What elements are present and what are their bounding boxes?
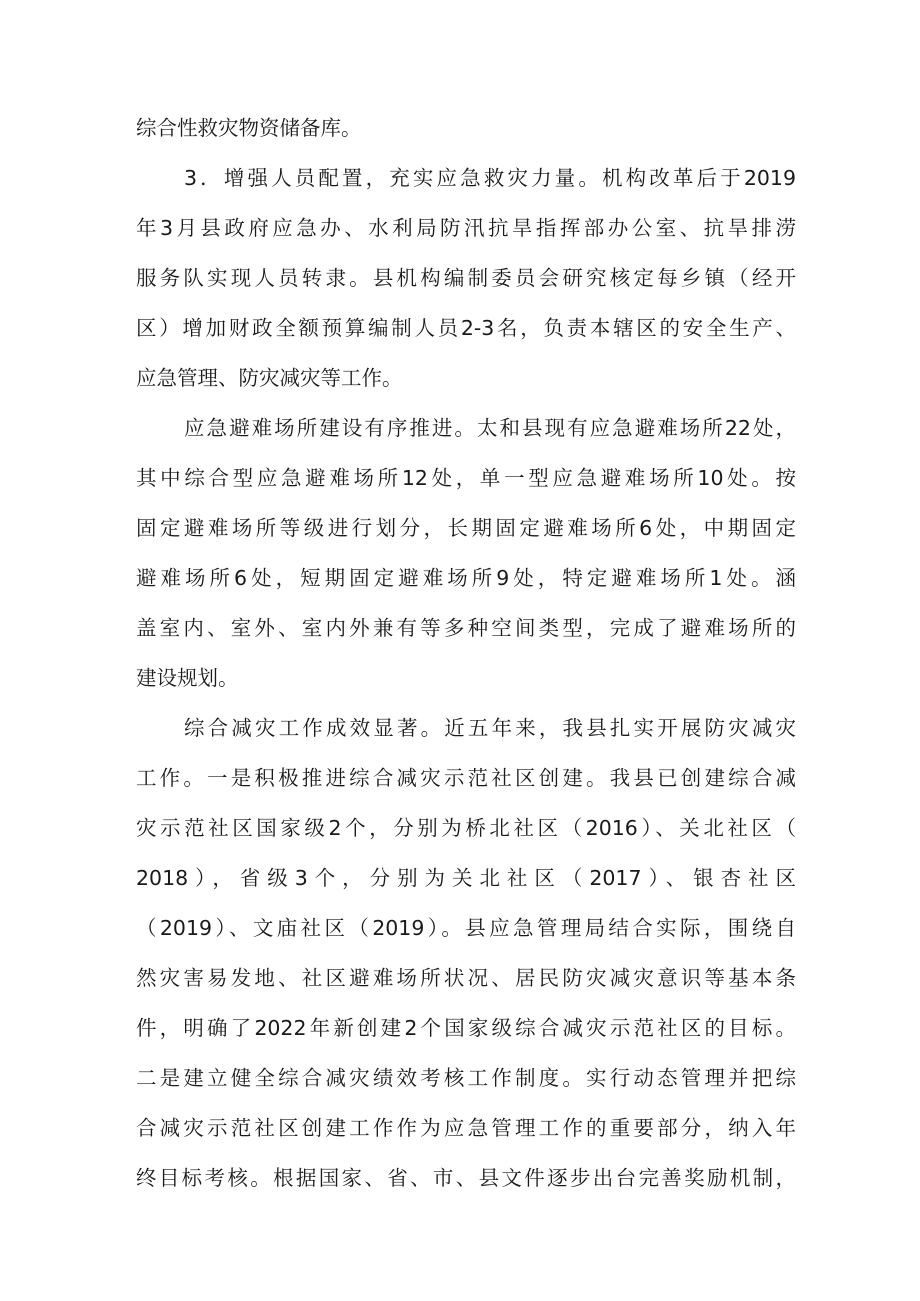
text-line: （2019）、文庙社区（2019）。县应急管理局结合实际，围绕自 xyxy=(136,916,796,940)
text-line: 然灾害易发地、社区避难场所状况、居民防灾减灾意识等基本条 xyxy=(136,966,796,990)
text-line: 2018），省级3个，分别为关北社区（2017）、银杏社区 xyxy=(136,866,796,890)
text-line: 应急避难场所建设有序推进。太和县现有应急避难场所22处， xyxy=(184,416,796,440)
text-line: 避难场所6处，短期固定避难场所9处，特定避难场所1处。涵 xyxy=(136,566,796,590)
text-line: 综合减灾工作成效显著。近五年来，我县扎实开展防灾减灾 xyxy=(184,716,796,740)
text-line: 服务队实现人员转隶。县机构编制委员会研究核定每乡镇（经开 xyxy=(136,266,796,290)
text-line: 工作。一是积极推进综合减灾示范社区创建。我县已创建综合减 xyxy=(136,766,796,790)
text-line: 二是建立健全综合减灾绩效考核工作制度。实行动态管理并把综 xyxy=(136,1066,796,1090)
text-line: 件，明确了2022年新创建2个国家级综合减灾示范社区的目标。 xyxy=(136,1016,796,1040)
text-line: 综合性救灾物资储备库。 xyxy=(136,116,362,140)
text-line: 区）增加财政全额预算编制人员2-3名，负责本辖区的安全生产、 xyxy=(136,316,796,340)
text-line: 合减灾示范社区创建工作作为应急管理工作的重要部分，纳入年 xyxy=(136,1116,796,1140)
text-line: 盖室内、室外、室内外兼有等多种空间类型，完成了避难场所的 xyxy=(136,616,796,640)
text-line: 终目标考核。根据国家、省、市、县文件逐步出台完善奖励机制， xyxy=(136,1166,796,1190)
text-line: 应急管理、防灾减灾等工作。 xyxy=(136,366,403,390)
text-line: 灾示范社区国家级2个，分别为桥北社区（2016）、关北社区（ xyxy=(136,816,796,840)
text-line: 3．增强人员配置，充实应急救灾力量。机构改革后于2019 xyxy=(184,166,796,190)
text-line: 固定避难场所等级进行划分，长期固定避难场所6处，中期固定 xyxy=(136,516,796,540)
text-line: 建设规划。 xyxy=(136,666,239,690)
text-line: 年3月县政府应急办、水利局防汛抗旱指挥部办公室、抗旱排涝 xyxy=(136,216,796,240)
text-line: 其中综合型应急避难场所12处，单一型应急避难场所10处。按 xyxy=(136,466,796,490)
